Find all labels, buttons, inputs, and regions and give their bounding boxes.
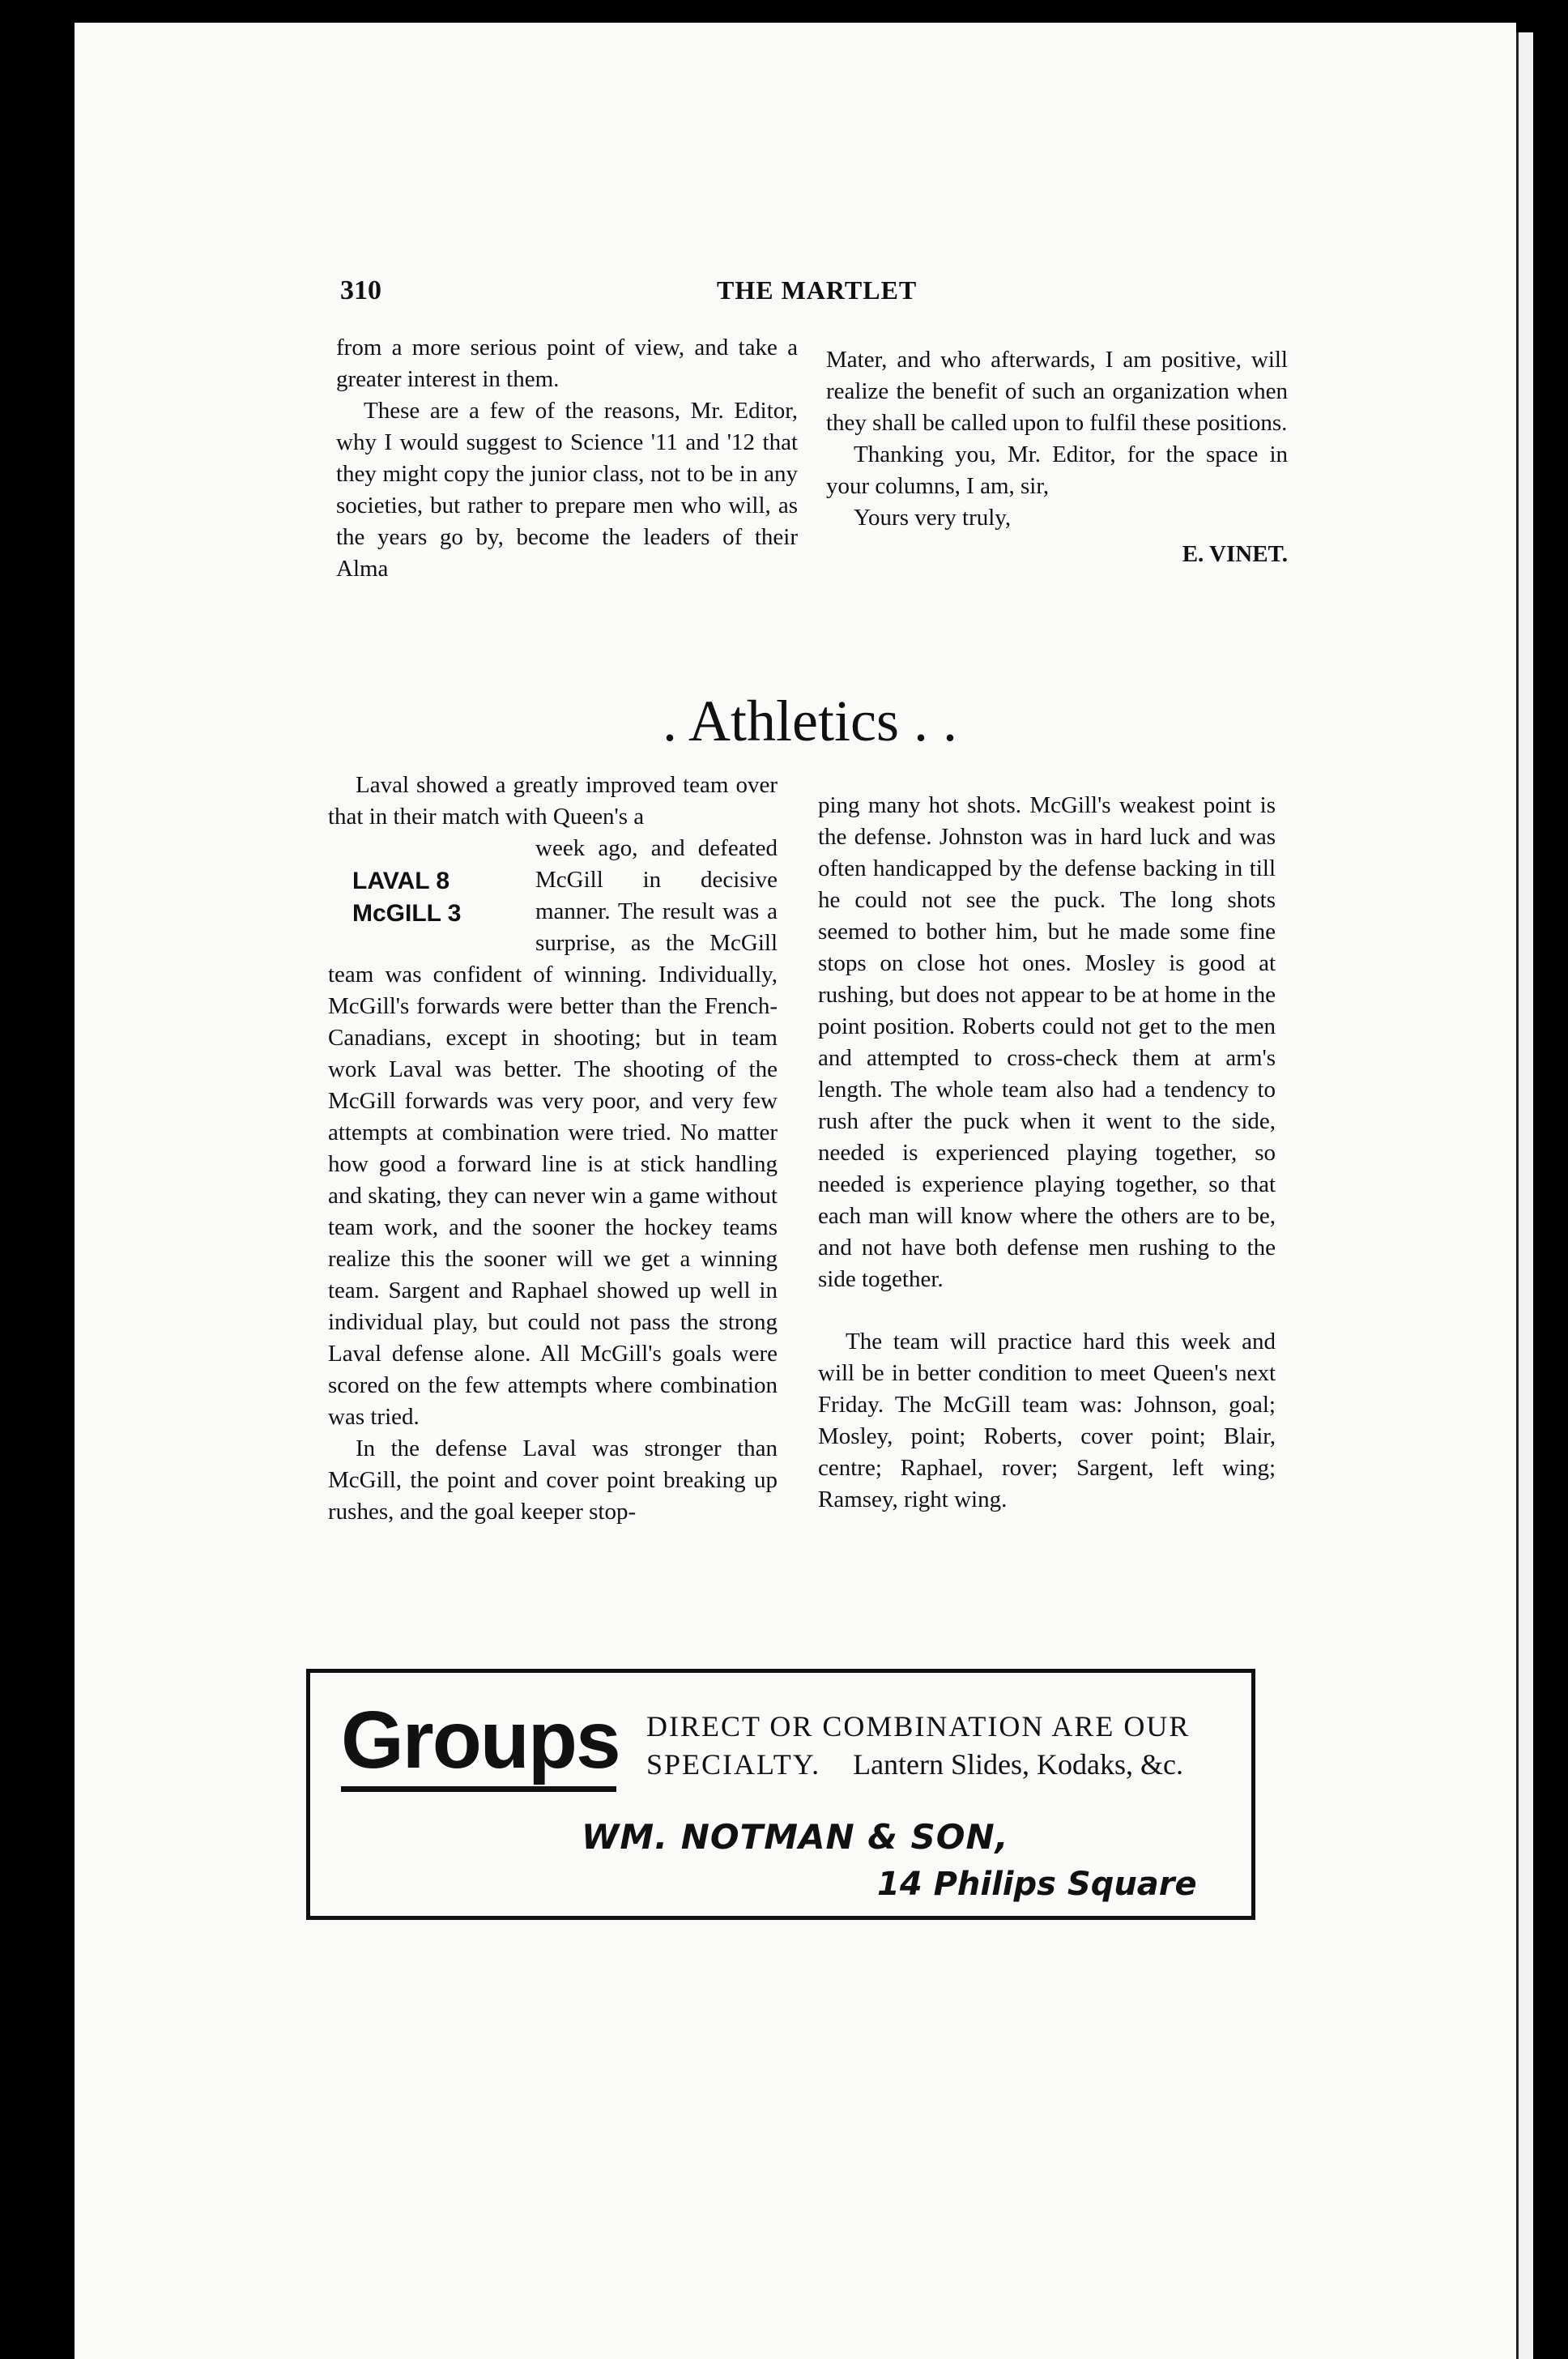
ad-headline: Groups bbox=[341, 1695, 620, 1785]
article-paragraph: In the defense Laval was stronger than McGill, the point and cover point breaking up rushes, and the goal keeper stop- bbox=[328, 1435, 778, 1525]
section-title: . Athletics . . bbox=[663, 689, 957, 753]
ad-headline-rule bbox=[341, 1786, 616, 1792]
letter-closing: Yours very truly, bbox=[854, 505, 1012, 531]
article-paragraph: week ago, and defeated McGill in decisive manner. The result was a surprise, as the McGill team was confident of winning. Individually, McGill's forwards were better than the French-Canadians, except in shooting; but in team work Laval was better. The shooting of the McGill forwards was very poor, and very few attempts at combination were tried. No matter how good a forward line is at stick handling and skating, they can never win a game without team work, and the sooner the hockey teams realize this the sooner will we get a winning team. Sargent and Raphael showed up well in individual play, but could not pass the strong Laval defense alone. All McGill's goals were scored on the few attempts where combination was tried. bbox=[328, 835, 778, 1430]
ad-address: 14 Philips Square bbox=[877, 1866, 1197, 1903]
letter-signature: E. VINET. bbox=[1182, 541, 1288, 567]
article-paragraph: ping many hot shots. McGill's weakest point is the defense. Johnston was in hard luck and was often handicapped by the defense backing in till he could not see the puck. The long shots seemed to bother him, but he made some fine stops on close hot ones. Mosley is good at rushing, but does not appear to be at home in the point position. Roberts could not get to the men and attempted to cross-check them at arm's length. The whole team also had a tendency to rush after the puck when it went to the side, needed is experienced playing together, so needed is experience playing together, so that each man will know where the others are to be, and not have both defense men rushing to the side together. bbox=[818, 792, 1276, 1292]
score-mcgill: McGILL 3 bbox=[352, 900, 462, 927]
letter-column-left bbox=[336, 332, 798, 585]
ad-line bbox=[646, 1747, 1183, 1781]
athletics-column-right bbox=[818, 790, 1276, 1516]
advertisement bbox=[306, 1669, 1255, 1920]
score-laval: LAVAL 8 bbox=[352, 868, 450, 894]
letter-paragraph: Mater, and who afterwards, I am positive, will realize the benefit of such an organization when they shall be called upon to fulfil these positions. bbox=[826, 347, 1288, 436]
page-header bbox=[340, 275, 1272, 308]
article-paragraph: The team will practice hard this week and will be in better condition to meet Queen's next Friday. The McGill team was: Johnson, goal; Mosley, point; Roberts, cover point; Blair, centre; Raphael, rover; Sargent, left wing; Ramsey, right wing. bbox=[818, 1329, 1276, 1512]
facing-page-edge bbox=[1516, 32, 1533, 2359]
ad-products: Lantern Slides, Kodaks, &c. bbox=[853, 1748, 1183, 1781]
ad-line: DIRECT OR COMBINATION ARE OUR bbox=[646, 1710, 1191, 1743]
letter-paragraph: Thanking you, Mr. Editor, for the space in your columns, I am, sir, bbox=[826, 442, 1288, 499]
page-number: 310 bbox=[340, 275, 381, 305]
running-title: THE MARTLET bbox=[717, 275, 918, 305]
score-box bbox=[352, 865, 522, 930]
ad-company: WM. NOTMAN & SON, bbox=[582, 1817, 1009, 1857]
letter-paragraph: These are a few of the reasons, Mr. Editor, why I would suggest to Science '11 and '12 that they might copy the junior class, not to be in any societies, but rather to prepare men who will, as the years go by, become the leaders of their Alma bbox=[336, 398, 798, 582]
letter-paragraph: from a more serious point of view, and take a greater interest in them. bbox=[336, 335, 798, 392]
letter-column-right bbox=[826, 344, 1288, 570]
ad-specialty: SPECIALTY. bbox=[646, 1748, 821, 1781]
athletics-column-left bbox=[328, 770, 778, 1528]
article-lead: Laval showed a greatly improved team over that in their match with Queen's a bbox=[328, 772, 778, 830]
